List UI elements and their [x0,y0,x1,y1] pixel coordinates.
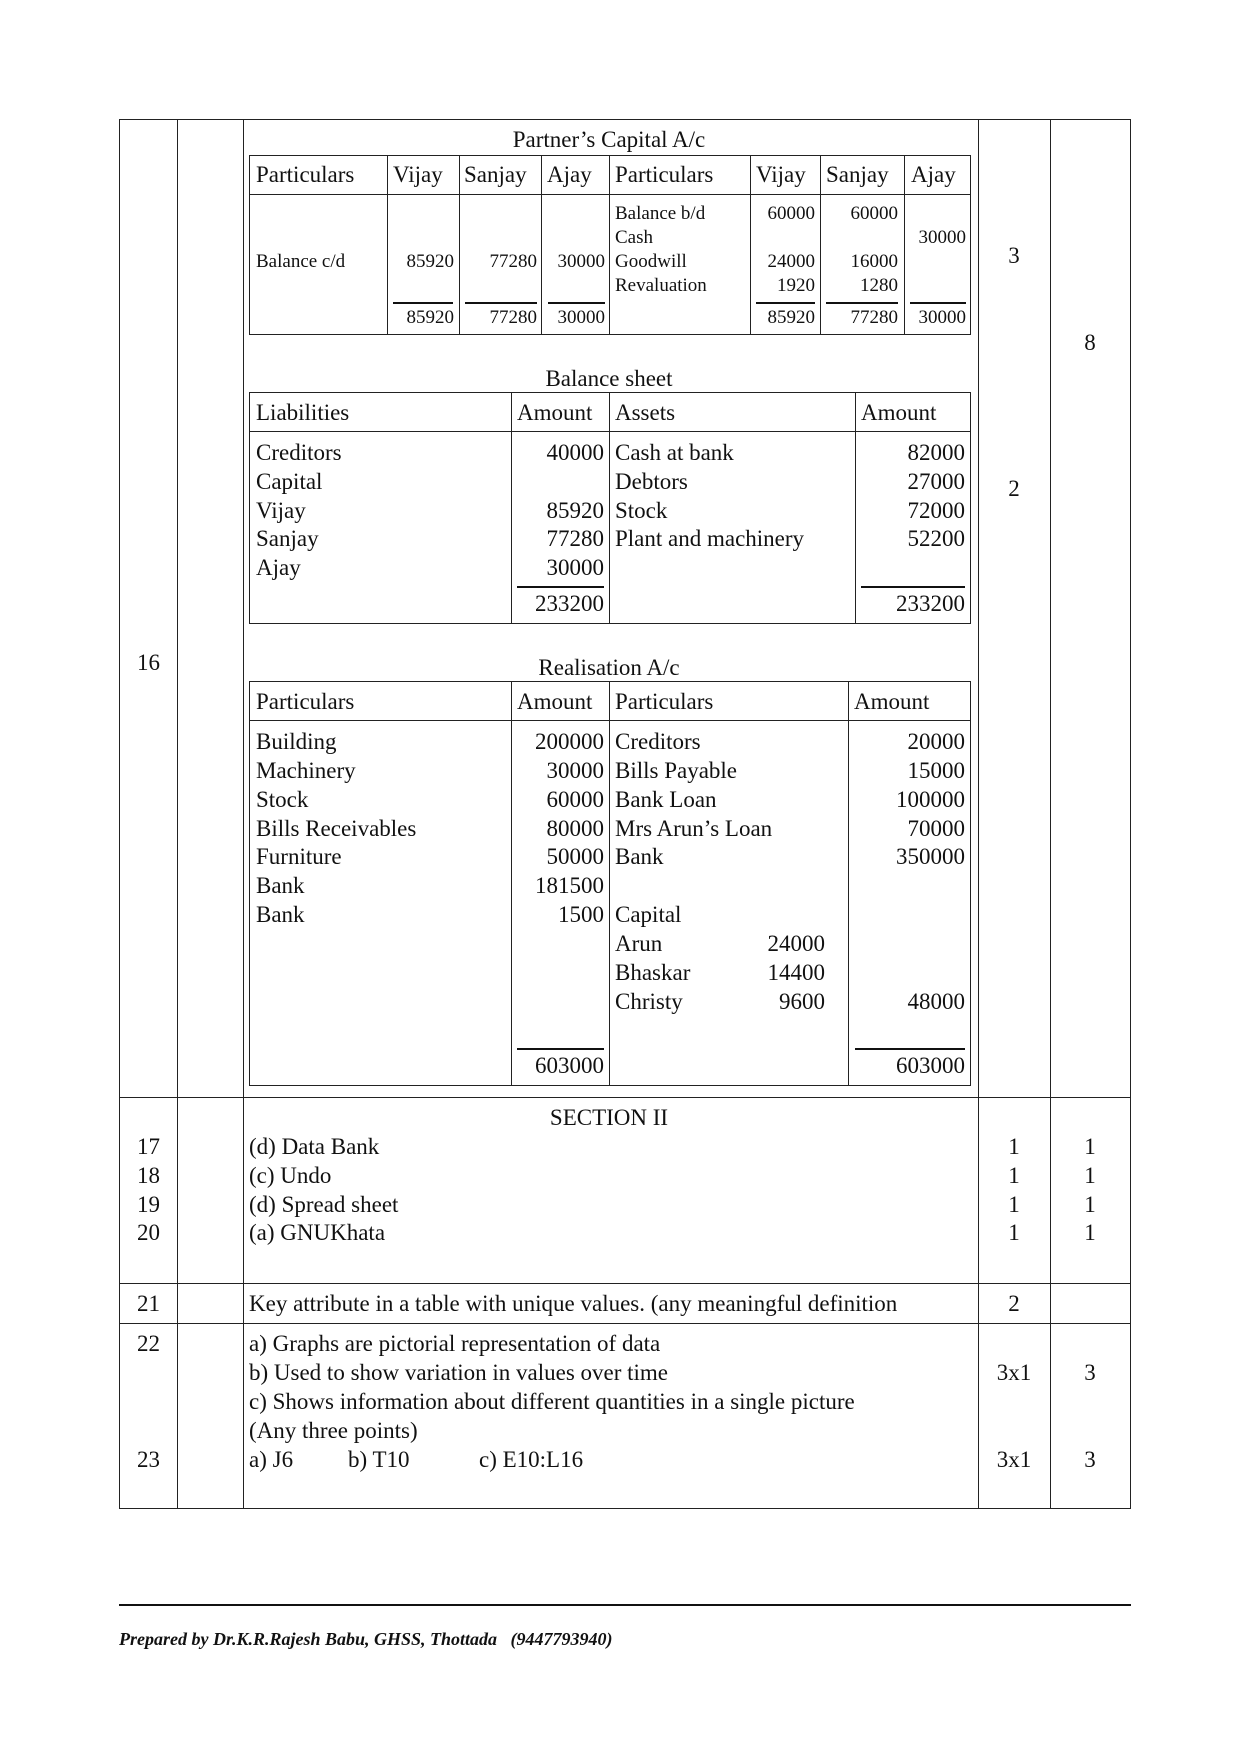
total: 603000 [535,1053,604,1078]
question-number: 23 [137,1447,160,1472]
total-rule [465,302,537,304]
partner-share: 9600 [779,989,825,1014]
total: 85920 [406,307,454,328]
row-divider [119,1283,1131,1284]
amount: 50000 [546,844,604,869]
amount: 1920 [777,275,815,296]
question-number: 17 [137,1134,160,1159]
total-marks: 1 [1084,1134,1096,1159]
partner-name: Bhaskar [615,960,691,985]
marks: 1 [1008,1192,1020,1217]
amount: 30000 [546,758,604,783]
answer-line: (Any three points) [249,1418,418,1443]
column-header: Amount [854,689,930,714]
column-header: Particulars [256,689,355,714]
header-rule [249,194,971,195]
column-header: Ajay [547,162,592,187]
liability-item: Creditors [256,440,342,465]
question-number: 20 [137,1220,160,1245]
answer: Key attribute in a table with unique values. (any meaningful definition [249,1291,898,1316]
cell-divider [609,681,610,1086]
total-marks: 3 [1084,1360,1096,1385]
amount: 85920 [406,251,454,272]
partner-name: Christy [615,989,683,1014]
amount: 80000 [546,816,604,841]
marks: 1 [1008,1220,1020,1245]
amount: 1500 [558,902,604,927]
amount: 27000 [907,469,965,494]
debit-item: Machinery [256,758,356,783]
marks: 3x1 [996,1360,1032,1385]
credit-item: Bills Payable [615,758,738,783]
total: 77280 [850,307,898,328]
asset-item: Debtors [615,469,688,494]
amount: 30000 [557,251,605,272]
question-number: 22 [137,1331,160,1356]
column-header: Amount [517,689,593,714]
answer-part: c) E10:L16 [479,1447,584,1472]
marks: 2 [1008,476,1020,501]
col-divider [978,119,979,1509]
total-rule [826,302,898,304]
amount: 350000 [896,844,965,869]
debit-item: Building [256,729,337,754]
column-header: Assets [615,400,676,425]
question-number: 19 [137,1192,160,1217]
credit-item: Mrs Arun’s Loan [615,816,773,841]
total-rule [517,1048,604,1050]
amount: 30000 [546,555,604,580]
total: 233200 [535,591,604,616]
marks: 3x1 [996,1447,1032,1472]
footer-rule [119,1604,1131,1606]
col-divider [243,119,244,1509]
total-rule [517,586,604,588]
liability-item: Ajay [256,555,301,580]
answer-part: a) J6 [249,1447,294,1472]
cell-divider [609,155,610,335]
question-number: 21 [137,1291,160,1316]
marks: 1 [1008,1134,1020,1159]
amount: 77280 [489,251,537,272]
total-marks: 1 [1084,1163,1096,1188]
asset-item: Cash at bank [615,440,734,465]
amount: 40000 [546,440,604,465]
total-marks: 1 [1084,1220,1096,1245]
row-divider [119,1097,1131,1098]
total-rule [548,302,605,304]
amount: 20000 [907,729,965,754]
total-rule [861,586,965,588]
debit-item: Balance c/d [256,251,346,272]
capital-label: Capital [615,902,682,927]
question-number: 18 [137,1163,160,1188]
total-rule [855,1048,965,1050]
header-rule [249,431,971,432]
total: 77280 [489,307,537,328]
section-title: SECTION II [549,1105,669,1130]
debit-item: Bills Receivables [256,816,417,841]
amount: 16000 [850,251,898,272]
total-rule [910,302,966,304]
amount: 181500 [535,873,604,898]
liability-item: Vijay [256,498,306,523]
asset-item: Plant and machinery [615,526,805,551]
credit-item: Goodwill [615,251,687,272]
amount: 70000 [907,816,965,841]
debit-item: Stock [256,787,309,812]
debit-item: Bank [256,902,305,927]
partner-name: Arun [615,931,663,956]
amount: 30000 [918,227,966,248]
col-divider [1050,119,1051,1509]
row-divider [119,1323,1131,1324]
column-header: Particulars [615,689,714,714]
partner-share: 14400 [767,960,825,985]
amount: 1280 [860,275,898,296]
amount: 77280 [546,526,604,551]
total: 233200 [896,591,965,616]
marks: 3 [1008,243,1020,268]
partner-share: 24000 [767,931,825,956]
realisation-account-title: Realisation A/c [538,655,680,680]
column-header: Vijay [393,162,443,187]
column-header: Amount [861,400,937,425]
column-header: Amount [517,400,593,425]
amount: 60000 [767,203,815,224]
total: 30000 [918,307,966,328]
cell-divider [609,392,610,624]
answer: (c) Undo [249,1163,332,1188]
col-divider [177,119,178,1509]
debit-item: Furniture [256,844,342,869]
amount: 82000 [907,440,965,465]
column-header: Ajay [911,162,956,187]
total-marks: 3 [1084,1447,1096,1472]
column-header: Particulars [256,162,355,187]
credit-item: Cash [615,227,653,248]
credit-item: Balance b/d [615,203,706,224]
column-header: Sanjay [464,162,527,187]
question-number: 16 [137,650,160,675]
total-marks: 8 [1084,330,1096,355]
header-rule [249,720,971,721]
column-header: Liabilities [256,400,350,425]
total-rule [393,302,453,304]
answer-line: a) Graphs are pictorial representation of data [249,1331,661,1356]
credit-item: Creditors [615,729,701,754]
amount: 52200 [907,526,965,551]
credit-item: Revaluation [615,275,707,296]
liability-item: Capital [256,469,323,494]
amount: 85920 [546,498,604,523]
total: 85920 [767,307,815,328]
answer-part: b) T10 [348,1447,410,1472]
total: 30000 [557,307,605,328]
footer-credit: Prepared by Dr.K.R.Rajesh Babu, GHSS, Thottada (9447793940) [119,1629,613,1649]
column-header: Sanjay [826,162,889,187]
balance-sheet-title: Balance sheet [545,366,673,391]
answer: (d) Data Bank [249,1134,380,1159]
amount: 200000 [535,729,604,754]
credit-item: Bank Loan [615,787,717,812]
total: 603000 [896,1053,965,1078]
marks: 1 [1008,1163,1020,1188]
total-rule [756,302,815,304]
amount: 15000 [907,758,965,783]
answer-line: c) Shows information about different quantities in a single picture [249,1389,855,1414]
amount: 72000 [907,498,965,523]
total-marks: 1 [1084,1192,1096,1217]
amount: 100000 [896,787,965,812]
answer-line: b) Used to show variation in values over time [249,1360,669,1385]
column-header: Particulars [615,162,714,187]
column-header: Vijay [756,162,806,187]
answer: (d) Spread sheet [249,1192,399,1217]
amount: 48000 [907,989,965,1014]
amount: 24000 [767,251,815,272]
asset-item: Stock [615,498,668,523]
amount: 60000 [850,203,898,224]
liability-item: Sanjay [256,526,319,551]
capital-account-title: Partner’s Capital A/c [512,127,706,152]
marks: 2 [1008,1291,1020,1316]
amount: 60000 [546,787,604,812]
credit-item: Bank [615,844,664,869]
debit-item: Bank [256,873,305,898]
answer: (a) GNUKhata [249,1220,386,1245]
